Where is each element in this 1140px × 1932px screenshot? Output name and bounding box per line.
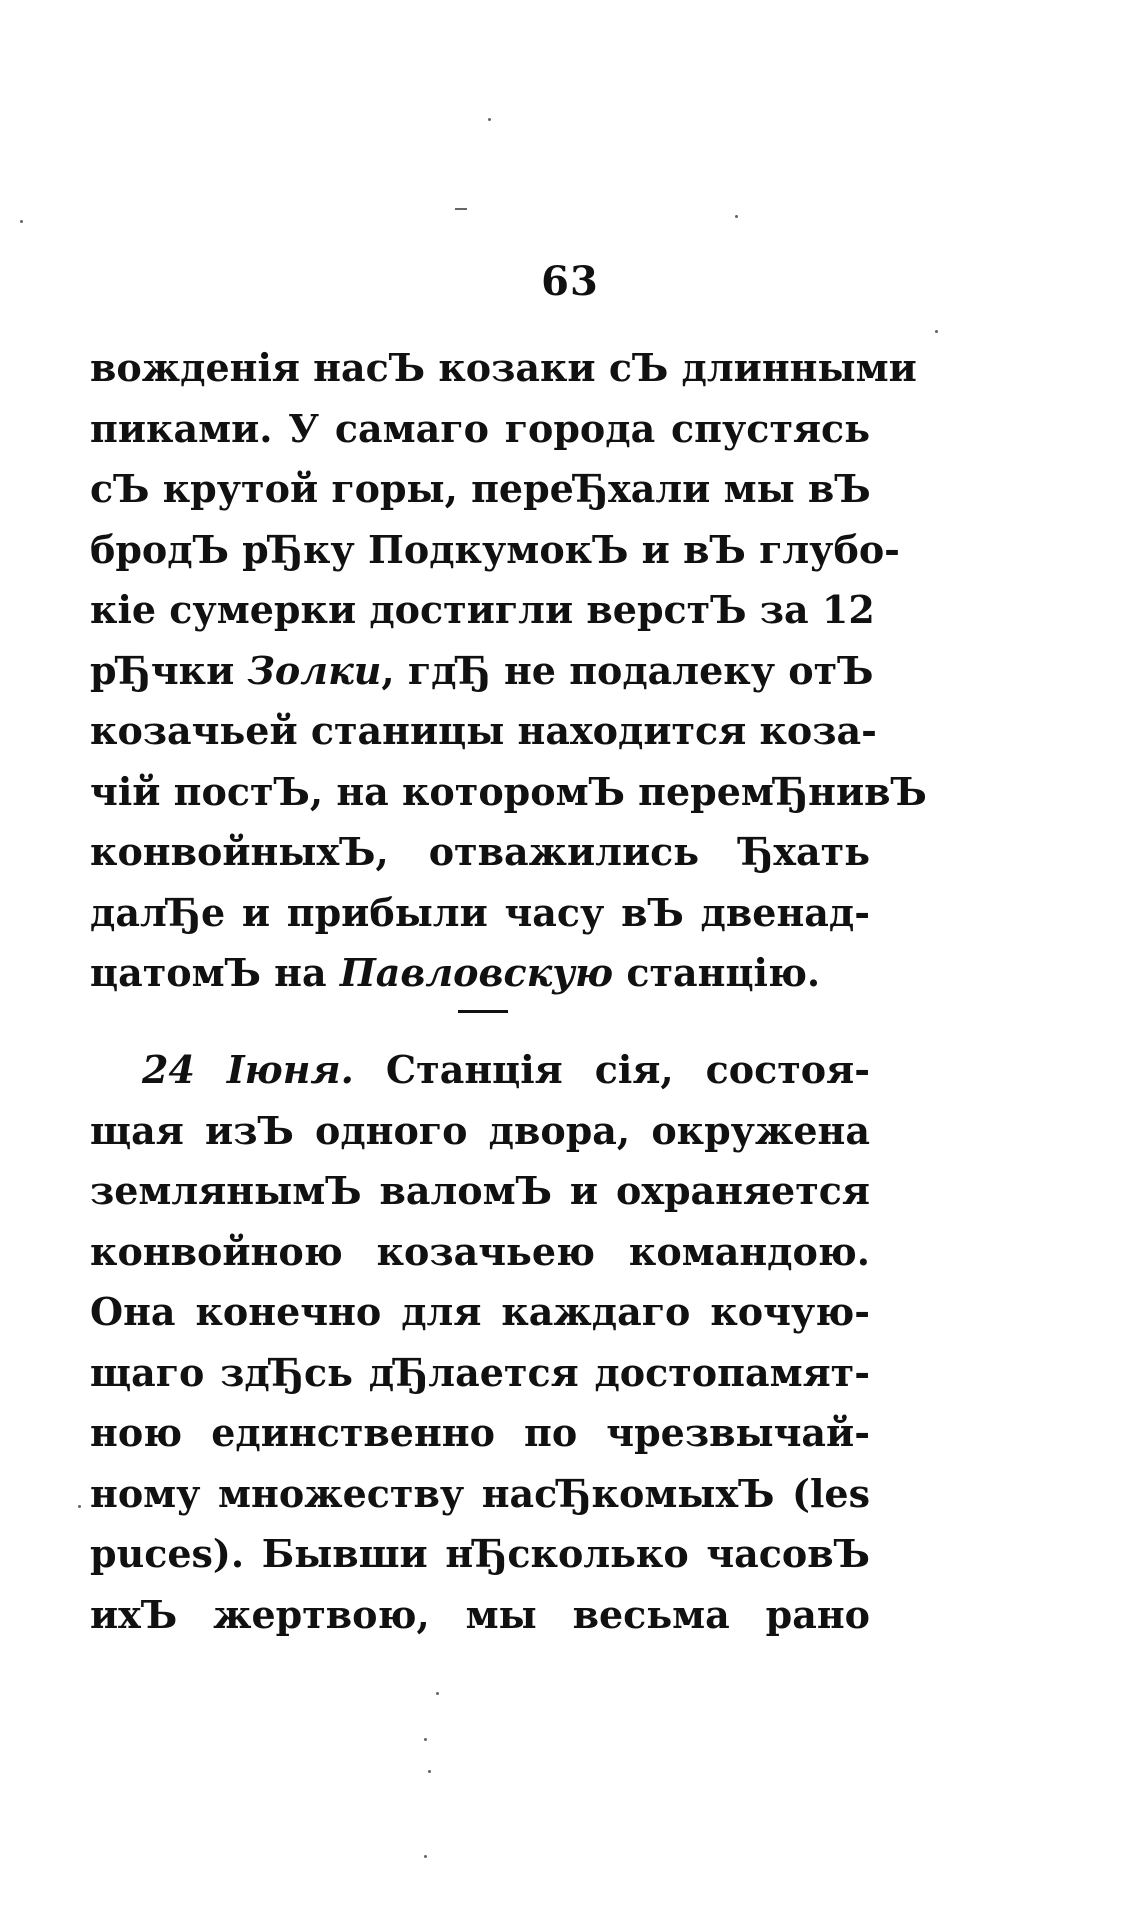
paper-speck [735, 215, 738, 218]
text-line: бродЪ рЂку ПодкумокЪ и вЪ глубо- [90, 526, 900, 572]
section-separator [458, 1010, 508, 1013]
paper-speck [455, 208, 467, 210]
paper-speck [428, 1770, 431, 1773]
text-line [90, 641, 874, 702]
text-line: щаго здЂсь дЂлается достопамят- [90, 1349, 870, 1395]
paragraph-1 [90, 338, 927, 1004]
paper-speck [436, 1692, 439, 1695]
text-line: пиками. У самаго города спустясь [90, 405, 870, 451]
text-line: сЪ крутой горы, переЂхали мы вЪ [90, 466, 871, 511]
line-segment: рЂчки [90, 647, 248, 693]
text-line: козачьей станицы находится коза- [90, 708, 877, 753]
text-line [90, 1040, 870, 1101]
text-line: конвойныхЪ, отважились Ђхать [90, 829, 870, 874]
text-line: далЂе и прибыли часу вЪ двенад- [90, 889, 870, 935]
paper-speck [424, 1738, 427, 1741]
text-line [90, 943, 870, 1004]
line-segment: цатомЪ на [90, 950, 340, 995]
text-line: конвойною козачьею командою. [90, 1228, 870, 1274]
text-line: щая изЪ одного двора, окружена [90, 1107, 870, 1153]
text-line: вожденія насЪ козаки сЪ длинными [90, 345, 917, 390]
paper-speck [488, 118, 491, 121]
text-line: кіе сумерки достигли верстЪ за 12 [90, 587, 875, 632]
line-segment: станцію. [613, 950, 821, 995]
text-line: puces). Бывши нЂсколько часовЪ [90, 1531, 870, 1576]
paper-speck [424, 1855, 427, 1858]
text-line: ихЪ жертвою, мы весьма рано [90, 1591, 870, 1637]
page-number: 63 [541, 258, 599, 305]
paper-speck [78, 1505, 81, 1508]
text-line: ному множеству насЂкомыхЪ (les [90, 1470, 870, 1516]
italic-place-name: Золки [247, 647, 382, 693]
paper-speck [935, 330, 938, 333]
italic-date: 24 Іюня. [142, 1047, 354, 1092]
paper-speck [20, 220, 23, 223]
line-segment: Станція сія, состоя- [353, 1047, 870, 1092]
line-segment: , гдЂ не подалеку отЪ [381, 647, 874, 693]
italic-place-name: Павловскую [339, 950, 614, 995]
text-line: чій постЪ, на которомЪ перемЂнивЪ [90, 768, 927, 814]
text-line: землянымЪ валомЪ и охраняется [90, 1168, 870, 1213]
paragraph-2 [90, 1040, 870, 1645]
text-line: ною единственно по чрезвычай- [90, 1410, 870, 1455]
text-line: Она конечно для каждаго кочую- [90, 1289, 870, 1334]
